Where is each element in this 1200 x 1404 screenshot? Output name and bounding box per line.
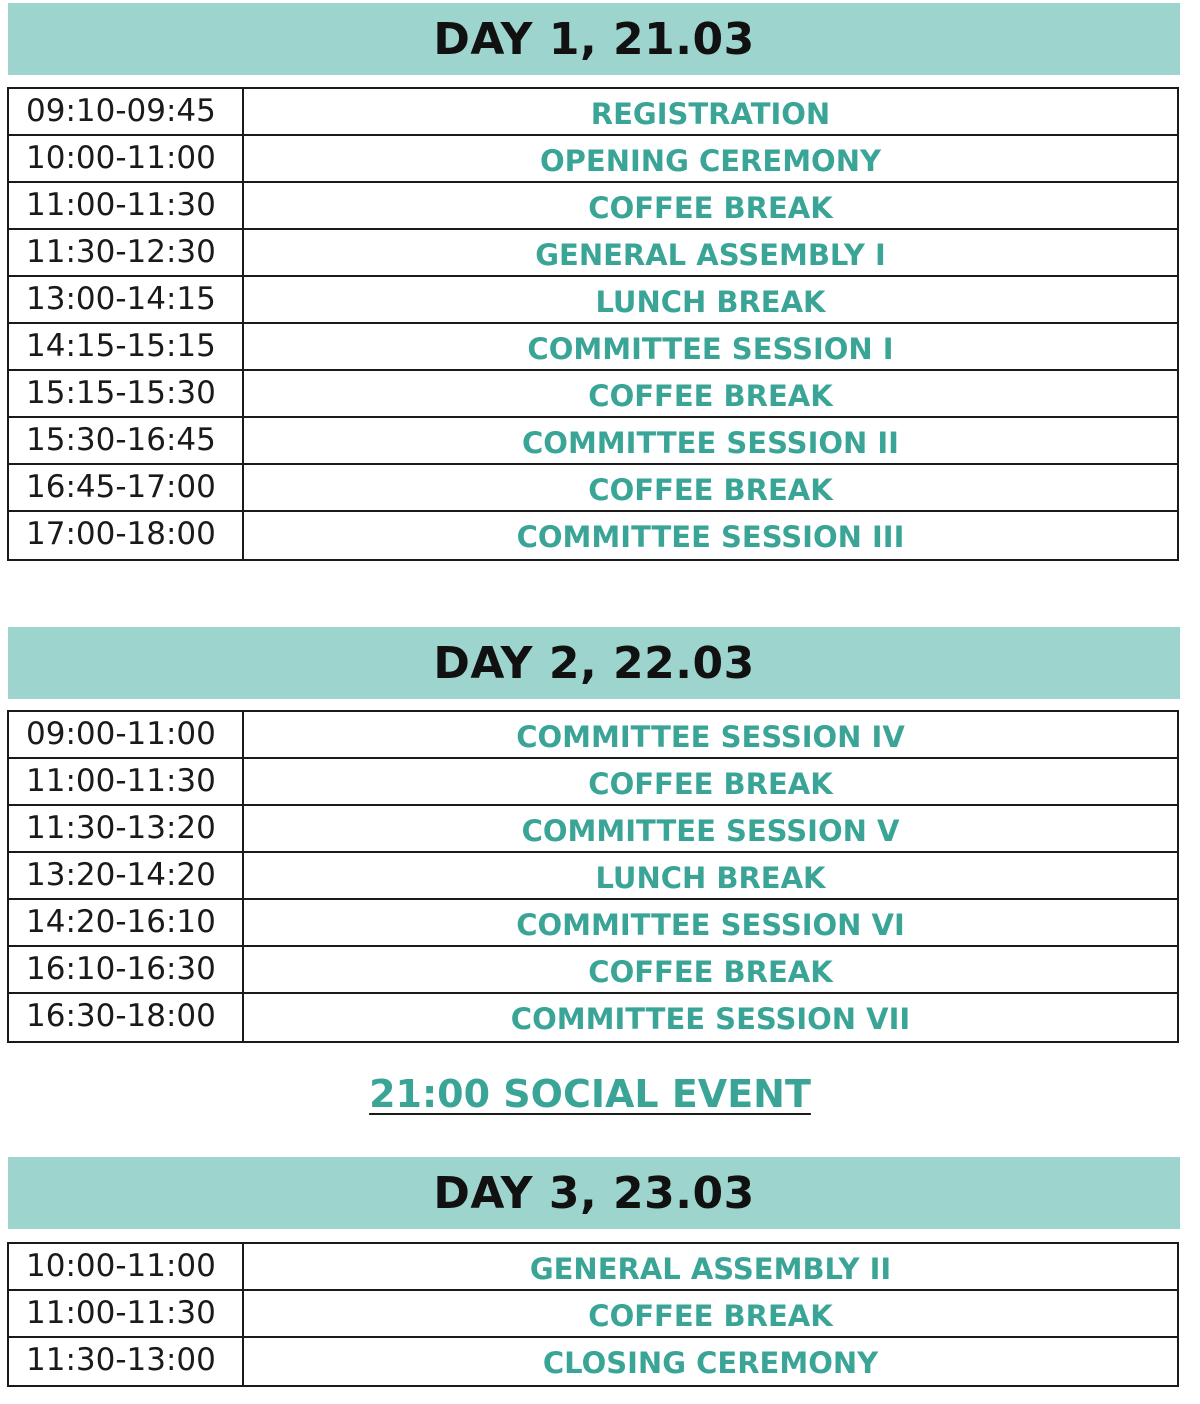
table-row <box>9 230 1177 277</box>
activity-cell: COMMITTEE SESSION IV <box>516 720 905 754</box>
time-cell: 10:00-11:00 <box>9 136 244 181</box>
day-2-header: DAY 2, 22.03 <box>8 627 1180 699</box>
activity-cell: LUNCH BREAK <box>595 861 826 895</box>
time-cell: 16:45-17:00 <box>9 465 244 510</box>
table-row <box>9 806 1177 853</box>
time-cell: 11:30-13:00 <box>9 1338 244 1385</box>
time-cell: 09:10-09:45 <box>9 89 244 134</box>
activity-cell: COFFEE BREAK <box>588 955 833 989</box>
activity-cell: COFFEE BREAK <box>588 191 833 225</box>
day-3-schedule-table <box>7 1242 1179 1387</box>
activity-cell: COMMITTEE SESSION VI <box>516 908 905 942</box>
time-cell: 17:00-18:00 <box>9 512 244 559</box>
activity-cell: COMMITTEE SESSION II <box>522 426 899 460</box>
time-cell: 11:00-11:30 <box>9 183 244 228</box>
table-row <box>9 994 1177 1041</box>
table-row <box>9 1338 1177 1385</box>
time-cell: 16:10-16:30 <box>9 947 244 992</box>
activity-cell: OPENING CEREMONY <box>540 144 881 178</box>
activity-cell: LUNCH BREAK <box>595 285 826 319</box>
activity-cell: COMMITTEE SESSION III <box>516 520 905 554</box>
time-cell: 13:00-14:15 <box>9 277 244 322</box>
table-row <box>9 759 1177 806</box>
time-cell: 10:00-11:00 <box>9 1244 244 1289</box>
time-cell: 16:30-18:00 <box>9 994 244 1041</box>
table-row <box>9 465 1177 512</box>
activity-cell: COFFEE BREAK <box>588 473 833 507</box>
table-row <box>9 1244 1177 1291</box>
time-cell: 09:00-11:00 <box>9 712 244 757</box>
time-cell: 11:30-13:20 <box>9 806 244 851</box>
table-row <box>9 371 1177 418</box>
day-3-header: DAY 3, 23.03 <box>8 1157 1180 1229</box>
time-cell: 15:15-15:30 <box>9 371 244 416</box>
day-1-header: DAY 1, 21.03 <box>8 3 1180 75</box>
time-cell: 14:20-16:10 <box>9 900 244 945</box>
activity-cell: GENERAL ASSEMBLY I <box>535 238 886 272</box>
table-row <box>9 512 1177 559</box>
social-event-label: 21:00 SOCIAL EVENT <box>369 1072 811 1116</box>
activity-cell: COMMITTEE SESSION VII <box>510 1002 911 1036</box>
time-cell: 11:00-11:30 <box>9 759 244 804</box>
table-row <box>9 183 1177 230</box>
activity-cell: GENERAL ASSEMBLY II <box>529 1252 892 1286</box>
activity-cell: COMMITTEE SESSION I <box>527 332 894 366</box>
activity-cell: COFFEE BREAK <box>588 1299 833 1333</box>
social-event-note <box>0 1072 1180 1116</box>
day-2-schedule-table <box>7 710 1179 1043</box>
table-row <box>9 277 1177 324</box>
table-row <box>9 1291 1177 1338</box>
table-row <box>9 89 1177 136</box>
table-row <box>9 947 1177 994</box>
table-row <box>9 136 1177 183</box>
table-row <box>9 418 1177 465</box>
time-cell: 11:30-12:30 <box>9 230 244 275</box>
table-row <box>9 324 1177 371</box>
activity-cell: COMMITTEE SESSION V <box>521 814 900 848</box>
activity-cell: CLOSING CEREMONY <box>542 1346 879 1380</box>
time-cell: 11:00-11:30 <box>9 1291 244 1336</box>
time-cell: 14:15-15:15 <box>9 324 244 369</box>
table-row <box>9 900 1177 947</box>
time-cell: 15:30-16:45 <box>9 418 244 463</box>
day-1-schedule-table <box>7 87 1179 561</box>
table-row <box>9 712 1177 759</box>
activity-cell: COFFEE BREAK <box>588 767 833 801</box>
table-row <box>9 853 1177 900</box>
activity-cell: REGISTRATION <box>590 97 831 131</box>
activity-cell: COFFEE BREAK <box>588 379 833 413</box>
time-cell: 13:20-14:20 <box>9 853 244 898</box>
